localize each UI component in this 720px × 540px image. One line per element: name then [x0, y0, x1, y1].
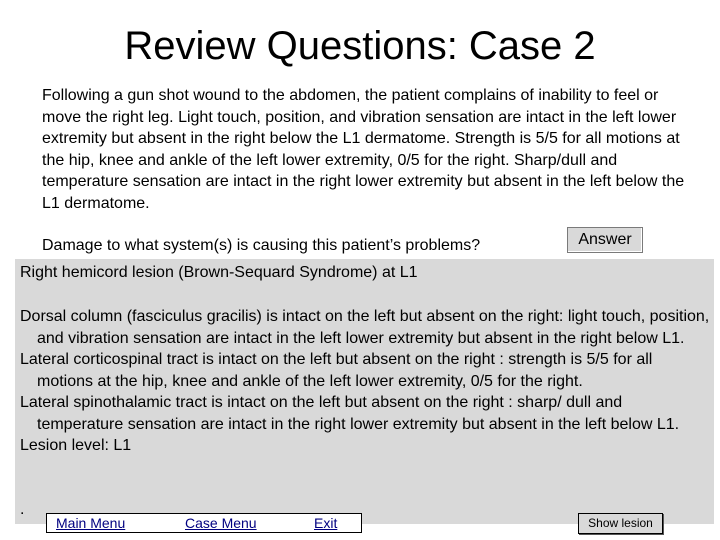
answer-heading: Right hemicord lesion (Brown-Sequard Syndrome) at L1: [20, 264, 418, 281]
answer-explanations: [20, 306, 710, 457]
explanation-spinothalamic: Lateral spinothalamic tract is intact on the left but absent on the right : sharp/ dull and temperature sensation are intact in the right lower extremity but absent in the left below L1.: [20, 394, 680, 433]
main-menu-link[interactable]: Main Menu: [56, 515, 126, 531]
slide-title: Review Questions: Case 2: [124, 24, 596, 68]
case-menu-link[interactable]: Case Menu: [185, 515, 257, 531]
exit-link[interactable]: Exit: [314, 515, 338, 531]
explanation-corticospinal: Lateral corticospinal tract is intact on the left but absent on the right : strength is 5/5 for all motions at the hip, knee and ankle of the left lower extremity, 0/5 for the right.: [20, 351, 653, 390]
answer-panel: [15, 259, 714, 524]
question-text: Damage to what system(s) is causing this patient’s problems?: [42, 237, 481, 254]
show-lesion-button[interactable]: Show lesion: [578, 513, 663, 534]
navigation-bar: [46, 513, 362, 533]
trailing-mark: .: [20, 501, 25, 518]
explanation-dorsal-column: Dorsal column (fasciculus gracilis) is intact on the left but absent on the right: light touch, position, and vibration sensation are intact in the left lower extremity but absent in the right below L1.: [20, 308, 710, 347]
lesion-level: Lesion level: L1: [20, 437, 132, 454]
case-description: Following a gun shot wound to the abdomen, the patient complains of inability to feel or move the right leg. Light touch, position, and vibration sensation are intact in the left lower extremity but absent in the right below the L1 dermatome. Strength is 5/5 for all motions at the hip, knee and ankle of the left lower extremity, 0/5 for the right. Sharp/dull and temperature sensation are intact in the right lower extremity but absent in the left below the L1 dermatome.: [42, 87, 685, 212]
answer-button[interactable]: Answer: [567, 227, 643, 253]
